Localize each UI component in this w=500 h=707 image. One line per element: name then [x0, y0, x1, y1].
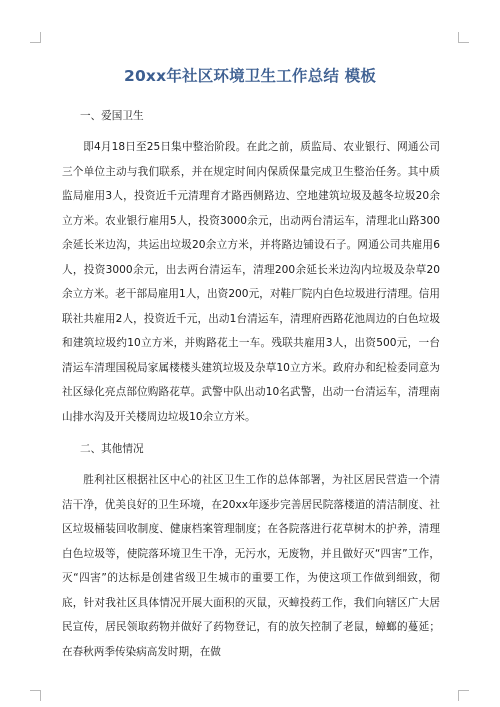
section-paragraph-other: 胜利社区根据社区中心的社区卫生工作的总体部署，为社区居民营造一个清洁干净，优美良好的卫生环境，在20xx年逐步完善居民院落楼道的清洁制度、社区垃圾桶装回收制度、健康档案管理制度；在各院落进行花草树木的护养，清理白色垃圾等，使院落环境卫生干净，无污水，无废物，并且做好灭“四害”工作，灭“四害”的达标是创建省级卫生城市的重要工作，为使这项工作做到细致，彻底，针对我社区具体情况开展大面积的灭鼠，灭蟑投药工作，我们向辖区广大居民宣传，居民领取药物并做好了药物登记，有的放矢控制了老鼠，蟑螂的蔓延；在春秋两季传染病高发时期，在做 — [62, 474, 440, 658]
crop-mark-bottom-right — [458, 690, 469, 701]
section-heading-other: 二、其他情况 — [80, 443, 144, 455]
crop-mark-bottom-left — [30, 690, 41, 701]
document-body — [62, 104, 440, 672]
crop-mark-top-left — [30, 32, 41, 43]
crop-mark-top-right — [458, 32, 469, 43]
document-title: 20xx年社区环境卫生工作总结 模板 — [123, 67, 377, 85]
section-paragraph-patriotic-health: 即4月18日至25日集中整治阶段。在此之前，质监局、农业银行、网通公司三个单位主动与我们联系，并在规定时间内保质保量完成卫生整治任务。其中质监局雇用3人，投资近千元清理育才路西侧路边、空地建筑垃圾及越冬垃圾20余立方米。农业银行雇用5人，投资3000余元，出动两台清运车，清理北山路300余延长米边沟，共运出垃圾20余立方米，并将路边铺设石子。网通公司共雇用6人，投资3000余元，出去两台清运车，清理200余延长米边沟内垃圾及杂草20余立方米。老干部局雇用1人，出资200元，对鞋厂院内白色垃圾进行清理。信用联社共雇用2人，投资近千元，出动1台清运车，清理府西路花池周边的白色垃圾和建筑垃圾约10立方米，并购路花土一车。残联共雇用3人，出资500元，一台清运车清理国税局家属楼楼头建筑垃圾及杂草10立方米。政府办和纪检委同意为社区绿化亮点部位购路花草。武警中队出动10名武警，出动一台清运车，清理南山排水沟及开关楼周边垃圾10余立方米。 — [62, 141, 440, 423]
section-heading-patriotic-health: 一、爱国卫生 — [80, 110, 144, 122]
